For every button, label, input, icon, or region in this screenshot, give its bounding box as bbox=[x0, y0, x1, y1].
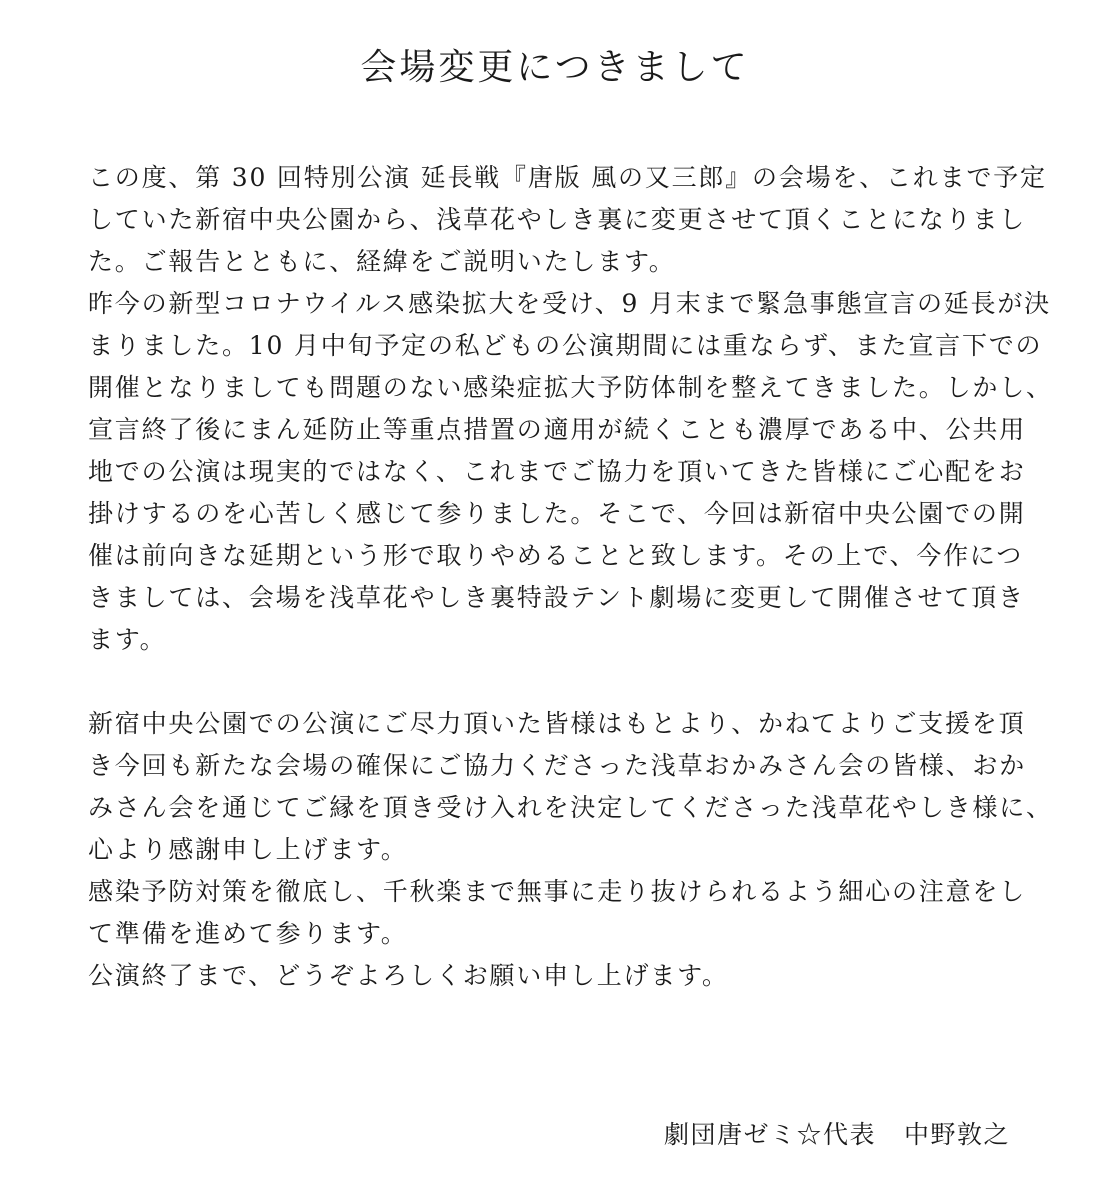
text-line: て準備を進めて参ります。 bbox=[88, 919, 408, 948]
text-line: 開催となりましても問題のない感染症拡大予防体制を整えてきました。しかし、 bbox=[88, 373, 1053, 402]
paragraph-closing bbox=[88, 955, 1023, 997]
text-line: ます。 bbox=[88, 625, 167, 654]
paragraph-spacer bbox=[88, 661, 1023, 703]
paragraph-intro bbox=[88, 157, 1047, 283]
text-line: 催は前向きな延期という形で取りやめることと致します。その上で、今作につ bbox=[88, 541, 1024, 570]
text-line: 感染予防対策を徹底し、千秋楽まで無事に走り抜けられるよう細心の注意をし bbox=[88, 877, 1027, 906]
document-body bbox=[88, 157, 1053, 997]
text-line: 掛けするのを心苦しく感じて参りました。そこで、今回は新宿中央公園での開 bbox=[88, 499, 1026, 528]
signature-organization: 劇団唐ゼミ☆代表 bbox=[663, 1120, 876, 1149]
text-line: みさん会を通じてご縁を頂き受け入れを決定してくださった浅草花やしき様に、 bbox=[88, 793, 1053, 822]
paragraph-thanks bbox=[88, 703, 1053, 871]
text-line: 新宿中央公園での公演にご尽力頂いた皆様はもとより、かねてよりご支援を頂 bbox=[88, 709, 1026, 738]
text-line: 宣言終了後にまん延防止等重点措置の適用が続くことも濃厚である中、公共用 bbox=[88, 415, 1027, 444]
text-line: 心より感謝申し上げます。 bbox=[88, 835, 408, 864]
signature-name: 中野敦之 bbox=[903, 1120, 1010, 1149]
text-line: きましては、会場を浅草花やしき裏特設テント劇場に変更して開催させて頂き bbox=[88, 583, 1025, 612]
text-line: た。ご報告とともに、経緯をご説明いたします。 bbox=[88, 247, 676, 276]
paragraph-background bbox=[88, 283, 1053, 661]
text-line: 昨今の新型コロナウイルス感染拡大を受け、9 月末まで緊急事態宣言の延長が決 bbox=[88, 289, 1051, 318]
paragraph-precautions bbox=[88, 871, 1027, 955]
signature bbox=[664, 1115, 1010, 1155]
document-title: 会場変更につきまして bbox=[360, 47, 750, 88]
text-line: していた新宿中央公園から、浅草花やしき裏に変更させて頂くことになりまし bbox=[88, 205, 1027, 234]
text-line: き今回も新たな会場の確保にご協力くださった浅草おかみさん会の皆様、おか bbox=[88, 751, 1027, 780]
text-line: まりました。10 月中旬予定の私どもの公演期間には重ならず、また宣言下での bbox=[88, 331, 1043, 360]
text-line: 公演終了まで、どうぞよろしくお願い申し上げます。 bbox=[88, 961, 729, 990]
text-line: 地での公演は現実的ではなく、これまでご協力を頂いてきた皆様にご心配をお bbox=[88, 457, 1026, 486]
text-line: この度、第 30 回特別公演 延長戦『唐版 風の又三郎』の会場を、これまで予定 bbox=[88, 163, 1047, 192]
